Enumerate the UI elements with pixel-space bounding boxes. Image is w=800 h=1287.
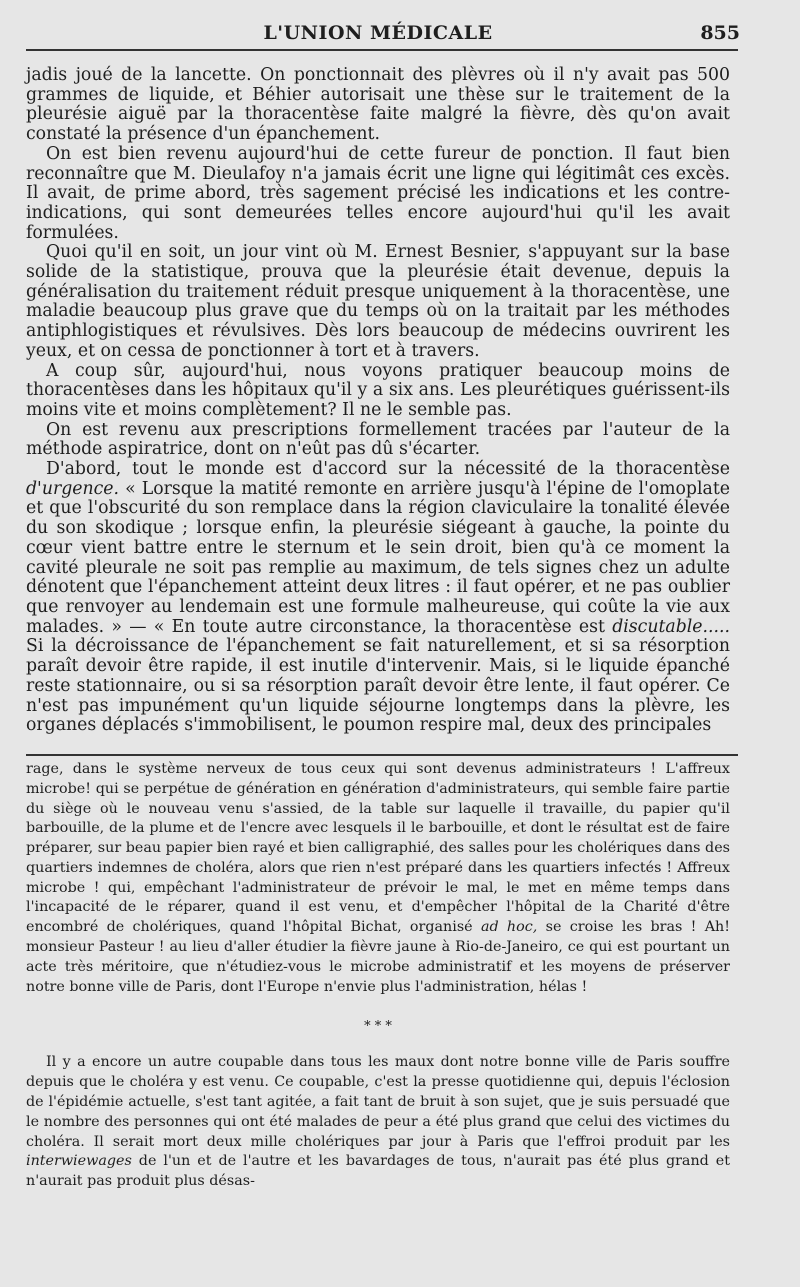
p6-quote: « Lorsque la matité remonte en arrière jusqu'à l'épine de l'omoplate et que l'obscurité du son remplace dans la région claviculaire la tonalité élevée du son skodique ; lorsque enfin, la pleurésie siégeant à gauche, la pointe du cœur vient battre entre le sternum et le sein droit, bien qu'à ce moment la cavité pleurale ne soit pas remplie au maximum, de tels signes chez un adulte dénotent que l'épanchement atteint deux litres : il faut opérer, et ne pas oublier que renvoyer au lendemain est une formule malheureuse, qui coûte la vie aux malades. » — « En toute autre circonstance, la thoracentèse est bbox=[26, 478, 730, 637]
footnote-lead: rage, dans le système nerveux de tous ceux qui sont devenus administrateurs ! L'affreux microbe! qui se perpétue de génération en génération d'administrateurs, qui semble faire partie du siège où le nouveau venu s'assied, de la table sur laquelle il travaille, du papier qu'il barbouille, de la plume et de l'encre avec lesquels il le barbouille, et dont le résultat est de faire préparer, sur beau papier bien rayé et bien calligraphié, des salles pour les cholériques dans des quartiers indemnes de choléra, alors que rien n'est préparé dans les quartiers infectés ! Affreux microbe ! qui, empêchant l'administrateur de prévoir le mal, le met en même temps dans l'incapacité de le réparer, quand il est venu, et d'empêcher l'hôpital de la Charité d'être encombré de cholériques, quand l'hôpital Bichat, organisé bbox=[26, 760, 730, 936]
footnote-italic: ad hoc, bbox=[480, 919, 538, 936]
paragraph-5: On est revenu aux prescriptions formellement tracées par l'auteur de la méthode aspiratrice, dont on n'eût pas dû s'écarter. bbox=[26, 419, 730, 460]
main-text bbox=[26, 66, 730, 736]
paragraph-2: On est bien revenu aujourd'hui de cette fureur de ponction. Il faut bien reconnaître que M. Dieulafoy n'a jamais écrit une ligne qui légitimât ces excès. Il avait, de prime abord, très sagement précisé les indications et les contre-indications, qui sont demeurées telles encore aujourd'hui qu'il les avait formulées. bbox=[26, 143, 730, 243]
header-rule bbox=[26, 49, 738, 51]
footnote bbox=[26, 760, 730, 998]
running-title: L'UNION MÉDICALE bbox=[263, 22, 493, 44]
footnote-tail: se croise les bras ! Ah! monsieur Pasteur ! au lieu d'aller étudier la fièvre jaune à Rio-de-Janeiro, ce qui est pourtant un acte très méritoire, que n'étudiez-vous le microbe administratif et les moyens de préserver notre bonne ville de Paris, dont l'Europe n'envie plus l'administration, hélas ! bbox=[26, 919, 731, 995]
second-note-tail: de l'un et de l'autre et les bavardages de tous, n'aurait pas été plus grand et n'aurait pas produit plus désas- bbox=[26, 1153, 731, 1190]
paragraph-1: jadis joué de la lancette. On ponctionnait des plèvres où il n'y avait pas 500 grammes de liquide, et Béhier autorisait une thèse sur le traitement de la pleurésie aiguë par la thoracentèse faite malgré la fièvre, dès qu'on avait constaté la présence d'un épanchement. bbox=[26, 65, 730, 145]
second-note-paragraph bbox=[26, 1053, 730, 1192]
footnote-rule bbox=[26, 754, 738, 756]
footnote-paragraph bbox=[26, 760, 730, 998]
page-number: 855 bbox=[700, 22, 740, 44]
p6-italic-discutable: discutable..... bbox=[612, 616, 730, 637]
second-note-italic: interwiewages bbox=[26, 1153, 132, 1170]
page-header bbox=[26, 0, 740, 52]
second-note bbox=[26, 1053, 730, 1192]
p6-lead: D'abord, tout le monde est d'accord sur la nécessité de la thoracentèse bbox=[46, 459, 730, 480]
paragraph-6 bbox=[26, 460, 730, 736]
section-separator: * * * bbox=[364, 1019, 392, 1035]
paragraph-4: A coup sûr, aujourd'hui, nous voyons pratiquer beaucoup moins de thoracentèses dans les hôpitaux qu'il y a six ans. Les pleurétiques guérissent-ils moins vite et moins complètement? Il ne le semble pas. bbox=[26, 360, 730, 420]
p6-italic-urgence: d'urgence. bbox=[26, 478, 120, 499]
second-note-lead: Il y a encore un autre coupable dans tous les maux dont notre bonne ville de Paris souffre depuis que le choléra y est venu. Ce coupable, c'est la presse quotidienne qui, depuis l'éclosion de l'épidémie actuelle, s'est tant agitée, a fait tant de bruit à son sujet, que je suis persuadé que le nombre des personnes qui ont été malades de peur a été plus grand que celui des victimes du choléra. Il serait mort deux mille cholériques par jour à Paris que l'effroi produit par les bbox=[26, 1054, 730, 1150]
p6-tail: Si la décroissance de l'épanchement se fait naturellement, et si sa résorption paraît devoir être rapide, il est inutile d'intervenir. Mais, si le liquide épanché reste stationnaire, ou si sa résorption paraît devoir être lente, il faut opérer. Ce n'est pas impunément qu'un liquide séjourne longtemps dans la plèvre, les organes déplacés s'immobilisent, le poumon respire mal, deux des principales bbox=[26, 636, 730, 736]
paragraph-3: Quoi qu'il en soit, un jour vint où M. Ernest Besnier, s'appuyant sur la base solide de la statistique, prouva que la pleurésie était devenue, depuis la généralisation du traitement réduit presque uniquement à la thoracentèse, une maladie beaucoup plus grave que du temps où on la traitait par les méthodes antiphlogistiques et révulsives. Dès lors beaucoup de médecins ouvrirent les yeux, et on cessa de ponctionner à tort et à travers. bbox=[26, 242, 730, 361]
